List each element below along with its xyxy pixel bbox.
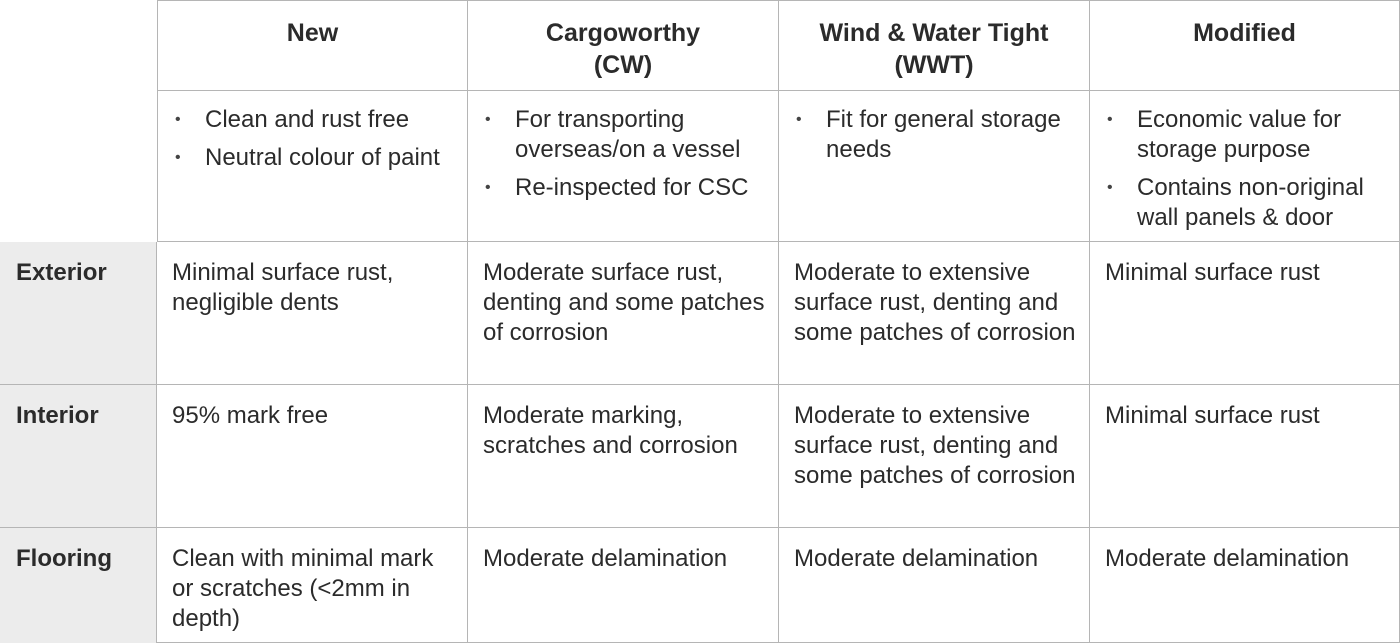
table-cell: Minimal surface rust — [1090, 385, 1400, 528]
bullet-list — [483, 105, 770, 203]
column-header-new — [157, 0, 468, 91]
bullet-item: • Economic value for storage purpose — [1105, 105, 1391, 165]
row-header-interior: Interior — [0, 385, 157, 528]
bullet-item: • Contains non-original wall panels & door — [1105, 173, 1391, 233]
table-cell: Minimal surface rust, negligible dents — [157, 242, 468, 385]
table-cell: Moderate delamination — [468, 528, 779, 643]
column-title: Wind & Water Tight — [819, 19, 1049, 47]
table-cell: Moderate to extensive surface rust, denting and some patches of corrosion — [779, 242, 1090, 385]
table-cell: Minimal surface rust — [1090, 242, 1400, 385]
bullet-item: • For transporting overseas/on a vessel — [483, 105, 770, 165]
row-header-exterior: Exterior — [0, 242, 157, 385]
column-title: Cargoworthy — [545, 19, 701, 47]
table-cell: Clean with minimal mark or scratches (<2mm in depth) — [157, 528, 468, 643]
column-header-modified — [1090, 0, 1400, 91]
bullet-item: • Clean and rust free — [173, 105, 459, 135]
column-header-cargoworthy — [468, 0, 779, 91]
bullet-item: • Re-inspected for CSC — [483, 173, 770, 203]
table-cell: Moderate delamination — [1090, 528, 1400, 643]
description-cell-new — [157, 91, 468, 242]
bullet-list — [1105, 105, 1391, 233]
row-header-flooring: Flooring — [0, 528, 157, 643]
bullet-item: • Fit for general storage needs — [794, 105, 1081, 165]
table-cell: Moderate marking, scratches and corrosion — [468, 385, 779, 528]
column-header-wind-water-tight — [779, 0, 1090, 91]
table-cell: Moderate to extensive surface rust, denting and some patches of corrosion — [779, 385, 1090, 528]
table-cell: Moderate delamination — [779, 528, 1090, 643]
table-corner — [0, 0, 157, 91]
description-cell-cargoworthy — [468, 91, 779, 242]
column-subtitle: (CW) — [593, 51, 653, 79]
description-row-spacer — [0, 91, 157, 242]
table-cell: Moderate surface rust, denting and some patches of corrosion — [468, 242, 779, 385]
bullet-item: • Neutral colour of paint — [173, 143, 459, 173]
bullet-list — [794, 105, 1081, 165]
description-cell-wind-water-tight — [779, 91, 1090, 242]
bullet-list — [173, 105, 459, 173]
column-subtitle: (WWT) — [894, 51, 974, 79]
column-title: Modified — [1193, 19, 1296, 47]
description-cell-modified — [1090, 91, 1400, 242]
table-cell: 95% mark free — [157, 385, 468, 528]
column-title: New — [286, 19, 339, 47]
